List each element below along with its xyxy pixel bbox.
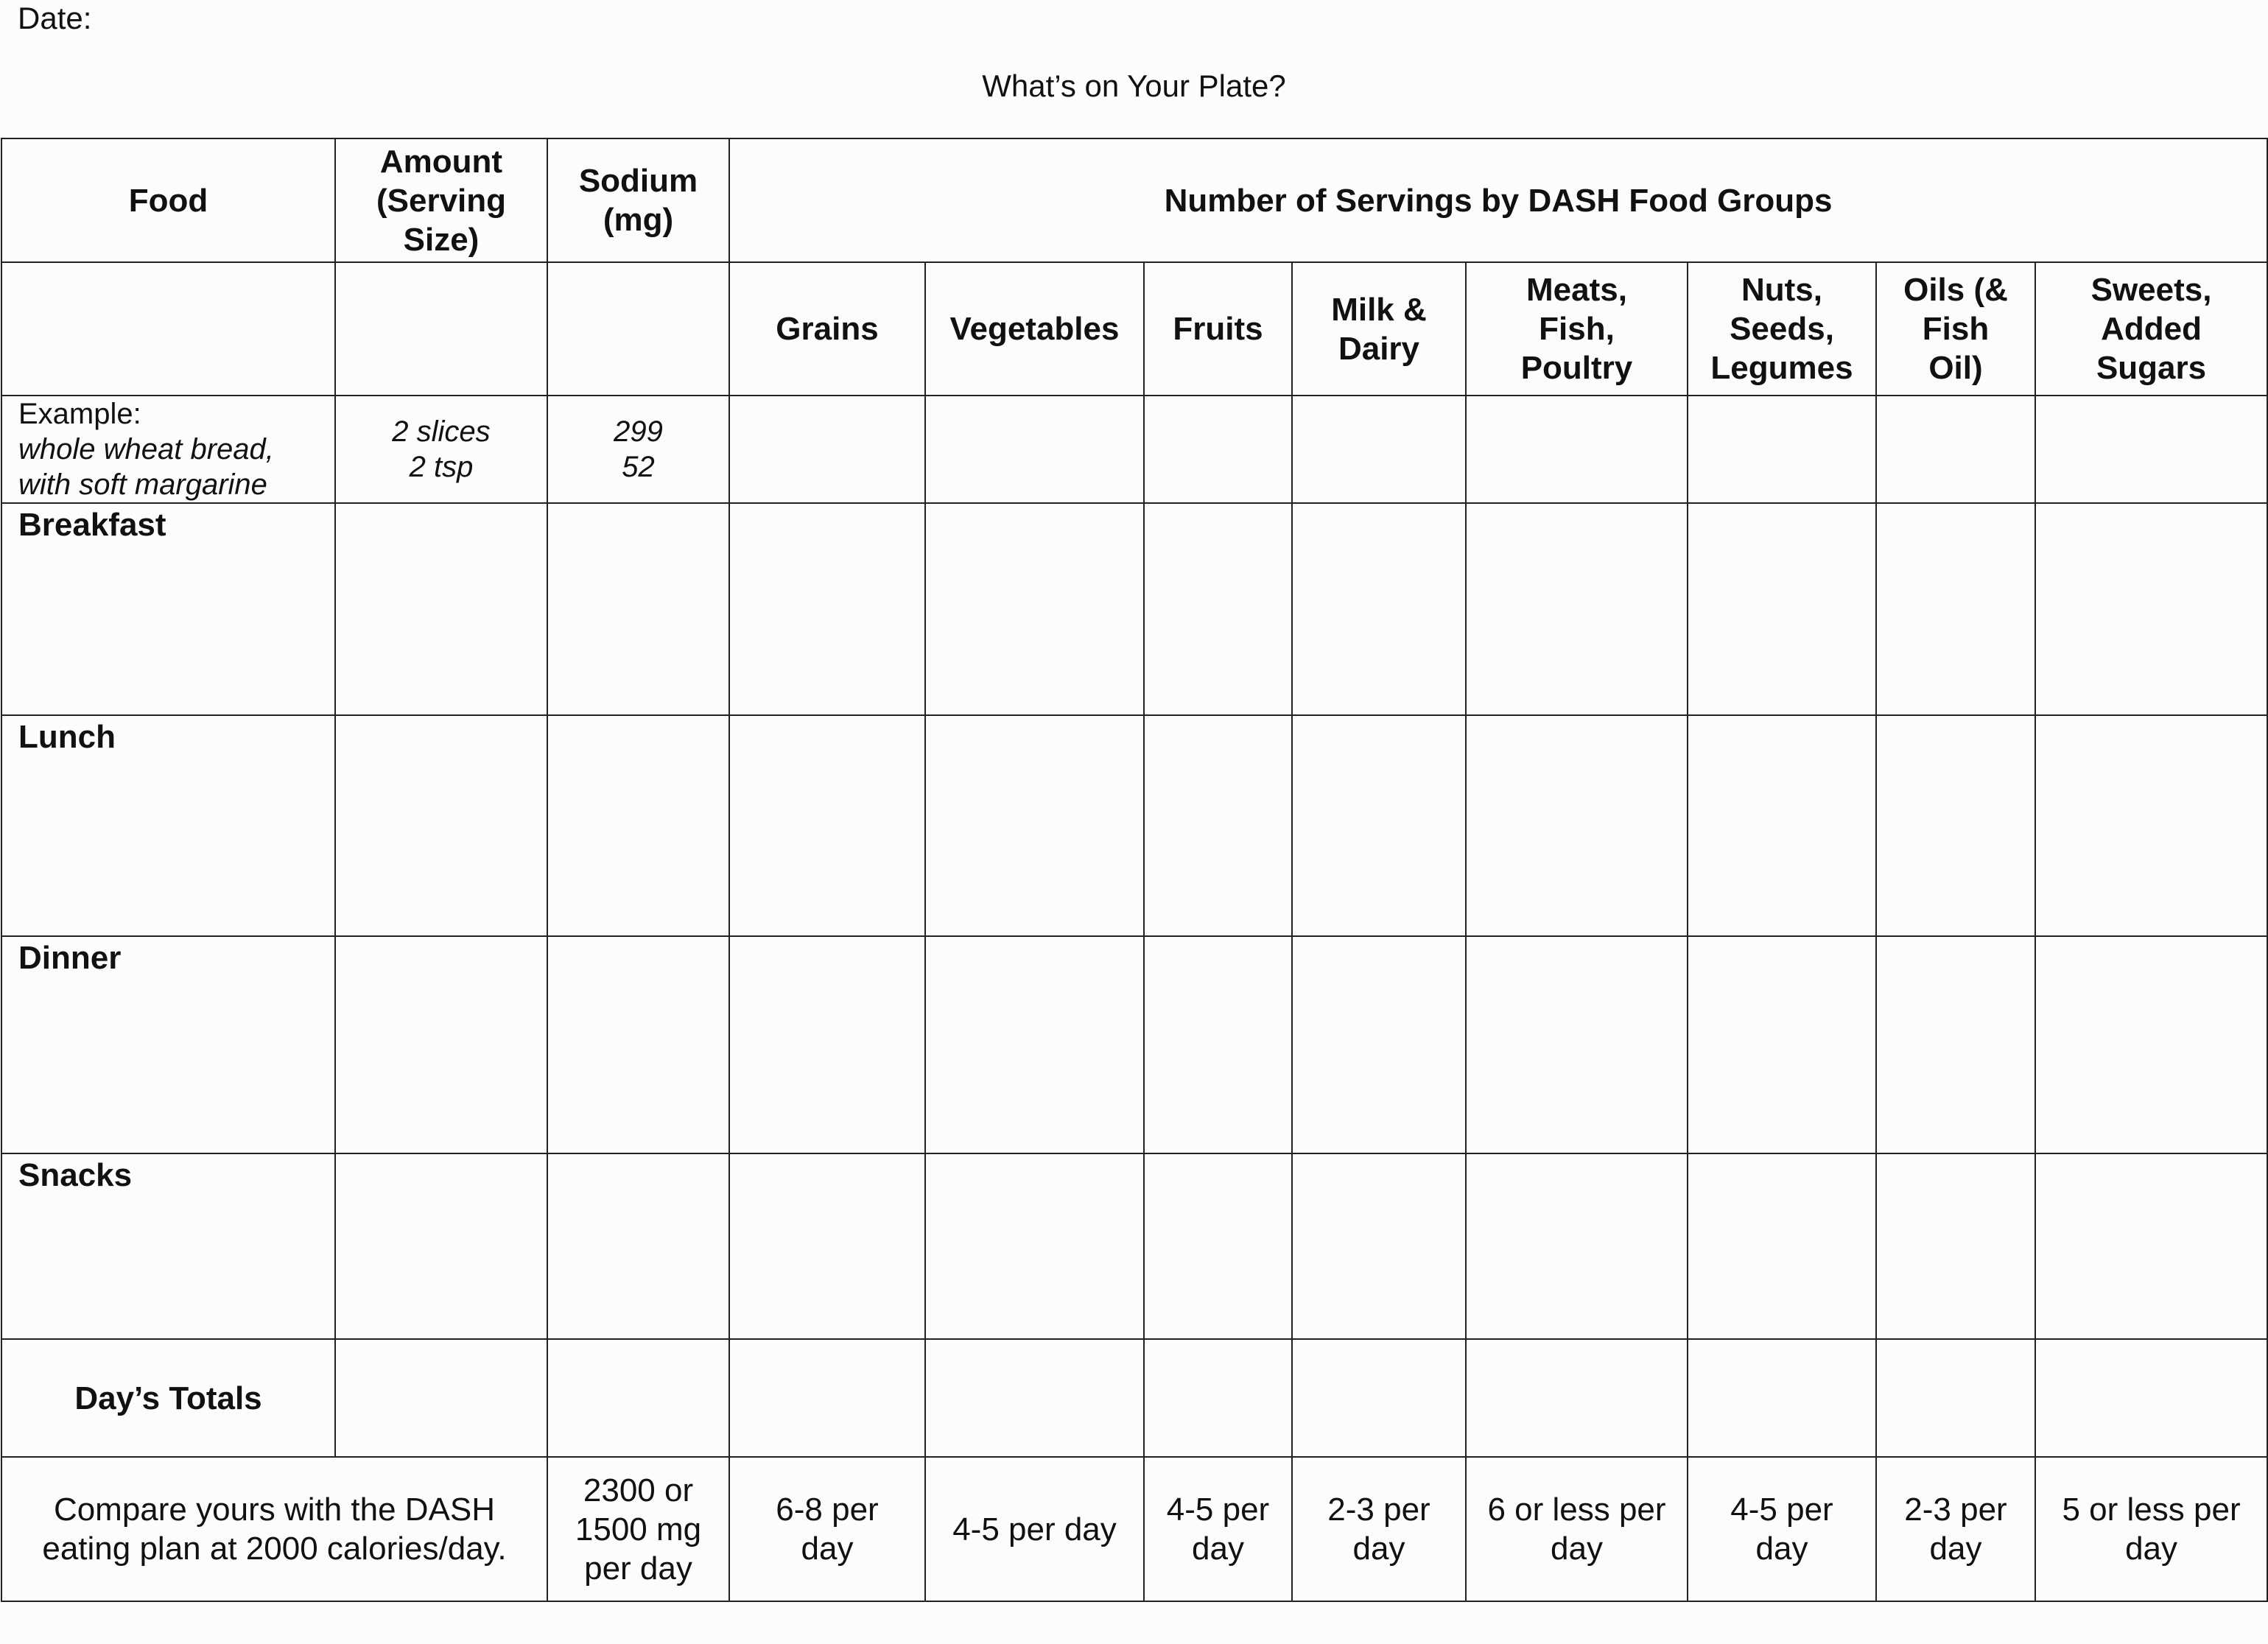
group-label-line: Sweets,	[2090, 272, 2212, 308]
entry-cell[interactable]	[925, 936, 1144, 1153]
entry-cell[interactable]	[1292, 503, 1466, 715]
target-line: day	[1352, 1531, 1405, 1567]
entry-cell[interactable]	[1466, 503, 1688, 715]
header-sodium	[547, 138, 729, 262]
entry-cell[interactable]	[1144, 1339, 1292, 1457]
compare-row	[1, 1457, 2267, 1601]
header-amount	[335, 138, 547, 262]
entry-cell[interactable]	[1876, 1153, 2035, 1339]
food-group-header-row	[1, 262, 2267, 396]
target-line: 2-3 per	[1904, 1492, 2007, 1528]
group-grains	[729, 262, 925, 396]
group-label-line: Poultry	[1520, 350, 1633, 386]
target-line: day	[801, 1531, 854, 1567]
entry-cell[interactable]	[335, 1153, 547, 1339]
header-servings-group: Number of Servings by DASH Food Groups	[729, 138, 2267, 262]
header-amount-line: (Serving	[376, 182, 507, 219]
example-food-line: whole wheat bread,	[18, 433, 274, 466]
entry-cell[interactable]	[2035, 1153, 2267, 1339]
target-nuts	[1688, 1457, 1876, 1601]
entry-cell[interactable]	[729, 715, 925, 936]
group-label-line: Added	[2101, 311, 2202, 347]
entry-cell[interactable]	[1688, 1339, 1876, 1457]
target-line: 5 or less per	[2062, 1492, 2241, 1528]
meal-label-lunch[interactable]: Lunch	[1, 715, 335, 936]
entry-cell[interactable]	[1688, 396, 1876, 503]
compare-sodium-line: 2300 or	[583, 1472, 694, 1508]
header-sodium-line: (mg)	[603, 202, 674, 238]
entry-cell[interactable]	[1292, 1153, 1466, 1339]
totals-label: Day’s Totals	[1, 1339, 335, 1457]
example-sodium-line: 299	[614, 415, 663, 448]
entry-cell[interactable]	[1292, 715, 1466, 936]
example-label: Example:	[18, 398, 141, 430]
entry-cell[interactable]	[925, 715, 1144, 936]
entry-cell[interactable]	[1144, 715, 1292, 936]
entry-cell[interactable]	[335, 503, 547, 715]
entry-cell[interactable]	[729, 503, 925, 715]
entry-cell[interactable]	[729, 936, 925, 1153]
group-label-line: Fish	[1922, 311, 1990, 347]
entry-cell[interactable]	[1144, 396, 1292, 503]
entry-cell[interactable]	[1876, 503, 2035, 715]
target-line: 4-5 per day	[952, 1511, 1117, 1548]
header-amount-line: Size)	[403, 221, 480, 258]
group-label-line: Milk &	[1331, 291, 1427, 328]
group-label-line: Legumes	[1710, 350, 1853, 386]
entry-cell[interactable]	[1876, 936, 2035, 1153]
header-sodium-line: Sodium	[578, 163, 698, 199]
entry-cell[interactable]	[335, 936, 547, 1153]
group-vegetables	[925, 262, 1144, 396]
entry-cell[interactable]	[925, 503, 1144, 715]
target-vegetables	[925, 1457, 1144, 1601]
group-label-line: Oil)	[1928, 350, 1983, 386]
compare-sodium	[547, 1457, 729, 1601]
group-oils	[1876, 262, 2035, 396]
group-label-line: Fish,	[1539, 311, 1615, 347]
entry-cell[interactable]	[1688, 1153, 1876, 1339]
entry-cell[interactable]	[925, 1153, 1144, 1339]
entry-cell[interactable]	[1688, 503, 1876, 715]
entry-cell[interactable]	[2035, 936, 2267, 1153]
header-row	[1, 138, 2267, 262]
group-fruits	[1144, 262, 1292, 396]
target-line: day	[1755, 1531, 1808, 1567]
example-sodium-line: 52	[622, 451, 655, 483]
target-sweets	[2035, 1457, 2267, 1601]
compare-label-line: eating plan at 2000 calories/day.	[42, 1531, 507, 1567]
example-sodium	[547, 396, 729, 503]
meal-row-dinner	[1, 936, 2267, 1153]
target-line: day	[2125, 1531, 2178, 1567]
empty-cell	[335, 262, 547, 396]
page-title: What’s on Your Plate?	[982, 68, 1286, 103]
group-milk-dairy	[1292, 262, 1466, 396]
group-label-line: Grains	[776, 311, 879, 347]
example-row	[1, 396, 2267, 503]
entry-cell[interactable]	[925, 1339, 1144, 1457]
meal-row-lunch	[1, 715, 2267, 936]
meal-label-dinner[interactable]: Dinner	[1, 936, 335, 1153]
target-line: 6 or less per	[1487, 1492, 1666, 1528]
example-food	[1, 396, 335, 503]
example-amount-line: 2 slices	[392, 415, 491, 448]
entry-cell[interactable]	[925, 396, 1144, 503]
target-line: day	[1551, 1531, 1603, 1567]
target-line: 4-5 per	[1730, 1492, 1833, 1528]
group-label-line: Oils (&	[1903, 272, 2008, 308]
entry-cell[interactable]	[1292, 936, 1466, 1153]
target-line: 4-5 per	[1166, 1492, 1270, 1528]
header-food: Food	[1, 138, 335, 262]
entry-cell[interactable]	[1876, 396, 2035, 503]
meal-label-snacks[interactable]: Snacks	[1, 1153, 335, 1339]
entry-cell[interactable]	[2035, 1339, 2267, 1457]
target-grains	[729, 1457, 925, 1601]
entry-cell[interactable]	[335, 1339, 547, 1457]
target-line: day	[1929, 1531, 1982, 1567]
group-nuts	[1688, 262, 1876, 396]
entry-cell[interactable]	[2035, 396, 2267, 503]
entry-cell[interactable]	[2035, 715, 2267, 936]
compare-sodium-line: per day	[584, 1550, 692, 1587]
example-amount	[335, 396, 547, 503]
meal-label-breakfast[interactable]: Breakfast	[1, 503, 335, 715]
entry-cell[interactable]	[729, 1153, 925, 1339]
group-label-line: Meats,	[1526, 272, 1627, 308]
entry-cell[interactable]	[1292, 1339, 1466, 1457]
entry-cell[interactable]	[1466, 396, 1688, 503]
entry-cell[interactable]	[1876, 1339, 2035, 1457]
entry-cell[interactable]	[1144, 1153, 1292, 1339]
date-label: Date:	[18, 1, 92, 35]
food-log-table	[1, 138, 2268, 1602]
target-milk-dairy	[1292, 1457, 1466, 1601]
entry-cell[interactable]	[1466, 715, 1688, 936]
entry-cell[interactable]	[1144, 503, 1292, 715]
group-label-line: Dairy	[1338, 330, 1420, 367]
target-line: 2-3 per	[1327, 1492, 1430, 1528]
entry-cell[interactable]	[547, 1339, 729, 1457]
compare-sodium-line: 1500 mg	[575, 1511, 702, 1548]
meal-row-breakfast	[1, 503, 2267, 715]
target-line: 6-8 per	[776, 1492, 879, 1528]
empty-cell	[1, 262, 335, 396]
entry-cell[interactable]	[1466, 1153, 1688, 1339]
entry-cell[interactable]	[1466, 1339, 1688, 1457]
entry-cell[interactable]	[729, 396, 925, 503]
group-meats	[1466, 262, 1688, 396]
group-label-line: Sugars	[2096, 350, 2207, 386]
group-label-line: Vegetables	[949, 311, 1120, 347]
group-label-line: Seeds,	[1730, 311, 1834, 347]
entry-cell[interactable]	[1688, 715, 1876, 936]
target-meats	[1466, 1457, 1688, 1601]
entry-cell[interactable]	[1876, 715, 2035, 936]
entry-cell[interactable]	[335, 715, 547, 936]
entry-cell[interactable]	[1292, 396, 1466, 503]
totals-row	[1, 1339, 2267, 1457]
entry-cell[interactable]	[547, 503, 729, 715]
example-amount-line: 2 tsp	[409, 451, 474, 483]
group-label-line: Fruits	[1173, 311, 1263, 347]
group-label-line: Nuts,	[1741, 272, 1822, 308]
example-food-line: with soft margarine	[18, 468, 267, 501]
target-oils	[1876, 1457, 2035, 1601]
compare-label	[1, 1457, 547, 1601]
entry-cell[interactable]	[547, 936, 729, 1153]
target-fruits	[1144, 1457, 1292, 1601]
entry-cell[interactable]	[547, 715, 729, 936]
meal-row-snacks	[1, 1153, 2267, 1339]
empty-cell	[547, 262, 729, 396]
entry-cell[interactable]	[1144, 936, 1292, 1153]
entry-cell[interactable]	[547, 1153, 729, 1339]
entry-cell[interactable]	[1466, 936, 1688, 1153]
entry-cell[interactable]	[2035, 503, 2267, 715]
entry-cell[interactable]	[729, 1339, 925, 1457]
compare-label-line: Compare yours with the DASH	[53, 1492, 496, 1528]
header-amount-line: Amount	[379, 143, 503, 180]
entry-cell[interactable]	[1688, 936, 1876, 1153]
target-line: day	[1192, 1531, 1244, 1567]
group-sweets	[2035, 262, 2267, 396]
